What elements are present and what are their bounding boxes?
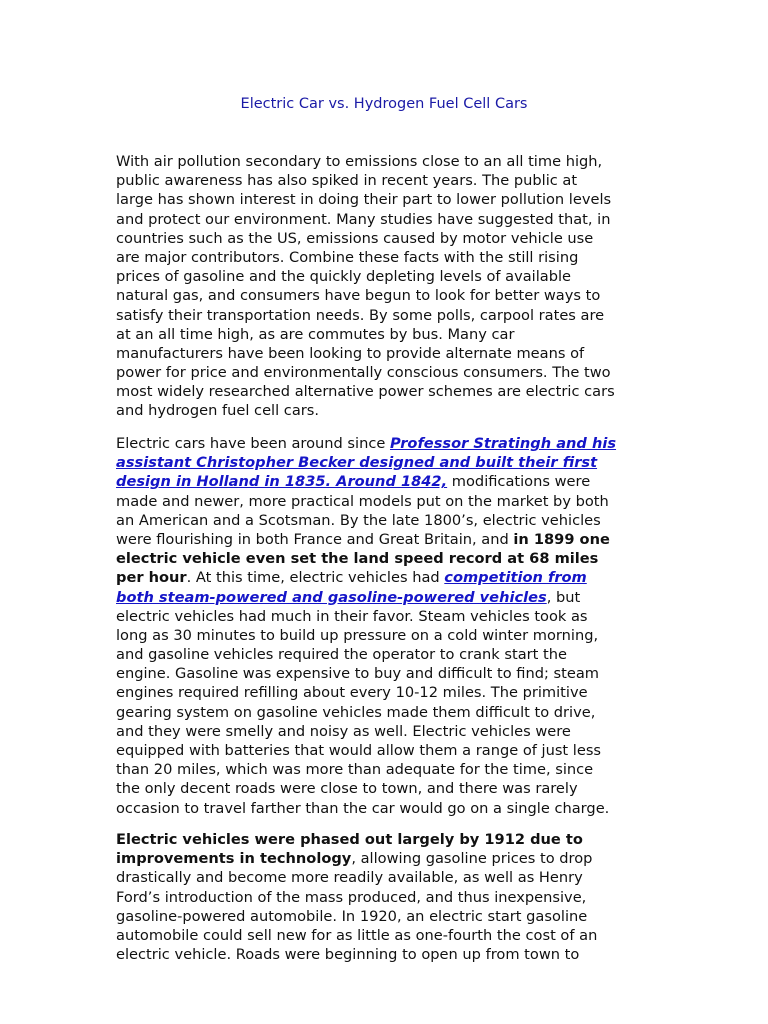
text-line: satisfy their transportation needs. By some polls, carpool rates are [116,306,605,324]
text-line: prices of gasoline and the quickly depleting levels of available [116,268,572,286]
paragraph-history [116,434,656,818]
text-run: . At this time, electric vehicles had [186,569,445,587]
text-line: gasoline-powered automobile. In 1920, an electric start gasoline [116,907,588,925]
text-run: were flourishing in both France and Great Britain, and [116,530,514,548]
text-line [116,434,656,453]
text-line: power for price and environmentally conscious consumers. The two [116,364,611,382]
text-line: long as 30 minutes to build up pressure on a cold winter morning, [116,626,599,644]
text-run: modifications were [447,473,591,491]
text-line: large has shown interest in doing their part to lower pollution levels [116,191,612,209]
text-line: are major contributors. Combine these facts with the still rising [116,248,579,266]
text-run: , but [546,588,581,606]
text-line: equipped with batteries that would allow them a range of just less [116,742,602,759]
text-line: gearing system on gasoline vehicles made them difficult to drive, [116,703,596,721]
text-line [116,549,656,568]
stratingh-link[interactable]: Professor Stratingh and his [389,435,617,452]
text-line: the only decent roads were close to town, and there was rarely [116,780,578,798]
stratingh-link-continued[interactable]: assistant Christopher Becker designed and built their first [116,454,598,472]
text-line [116,530,656,549]
paragraph-intro [116,152,656,421]
text-line: an American and a Scotsman. By the late 1800’s, electric vehicles [116,511,601,529]
document-title: Electric Car vs. Hydrogen Fuel Cell Cars [240,96,528,112]
stratingh-link-end[interactable]: design in Holland in 1835. Around 1842, [116,473,448,491]
competition-link-continued[interactable]: both steam-powered and gasoline-powered vehicles [116,588,547,606]
bold-run: per hour [116,569,187,587]
text-line [116,830,656,849]
text-line: automobile could sell new for as little as one-fourth the cost of an [116,926,598,944]
text-line: at an all time high, as are commutes by bus. Many car [116,325,515,343]
text-line [116,453,656,472]
text-line: natural gas, and consumers have begun to look for better ways to [116,287,601,305]
text-run: , allowing gasoline prices to drop [351,850,593,868]
text-line [116,588,656,607]
bold-run: Electric vehicles were phased out largely by 1912 due to [116,831,583,848]
text-line: Ford’s introduction of the mass produced, and thus inexpensive, [116,888,587,906]
text-line: engine. Gasoline was expensive to buy and difficult to find; steam [116,665,599,683]
text-line: electric vehicles had much in their favor. Steam vehicles took as [116,607,588,625]
text-line [116,568,656,587]
text-line: and they were smelly and noisy as well. Electric vehicles were [116,722,571,740]
text-line: occasion to travel farther than the car would go on a single charge. [116,799,610,817]
text-line: engines required refilling about every 10-12 miles. The primitive [116,684,588,702]
bold-run: improvements in technology [116,850,352,868]
text-line: countries such as the US, emissions caused by motor vehicle use [116,229,594,247]
text-line: made and newer, more practical models put on the market by both [116,492,609,510]
paragraph-phase-out [116,830,656,964]
bold-run: in 1899 one [513,530,610,548]
text-line: and protect our environment. Many studies have suggested that, in [116,210,611,228]
text-line: With air pollution secondary to emissions close to an all time high, [116,153,603,170]
text-line: public awareness has also spiked in recent years. The public at [116,172,578,190]
text-line: manufacturers have been looking to provide alternate means of [116,344,585,362]
text-line: and gasoline vehicles required the operator to crank start the [116,646,567,664]
text-line: most widely researched alternative power schemes are electric cars [116,383,615,401]
text-line [116,849,656,868]
text-line [116,472,656,491]
text-line: and hydrogen fuel cell cars. [116,402,320,420]
competition-link[interactable]: competition from [444,569,587,587]
text-line: electric vehicle. Roads were beginning to open up from town to [116,946,580,964]
bold-run: electric vehicle even set the land speed record at 68 miles [116,550,599,568]
text-run: Electric cars have been around since [116,435,390,452]
text-line: than 20 miles, which was more than adequate for the time, since [116,761,594,779]
text-line: drastically and become more readily available, as well as Henry [116,869,583,887]
